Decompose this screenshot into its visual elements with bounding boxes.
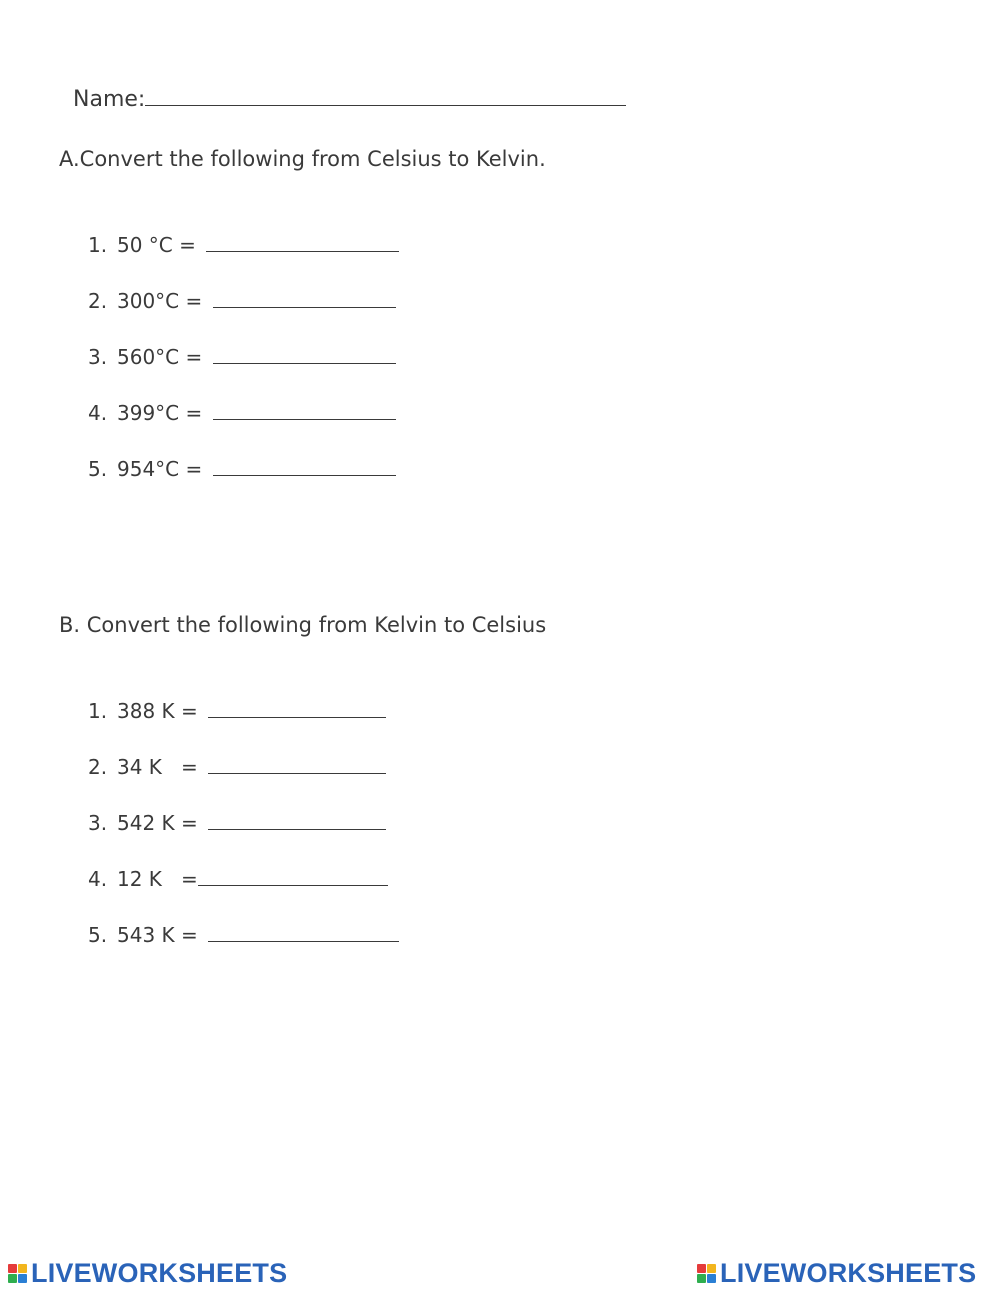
name-field (59, 58, 626, 112)
list-item (88, 457, 396, 481)
list-item (88, 289, 396, 313)
item-number: 2. (88, 289, 108, 313)
item-text: 543 K = (117, 923, 205, 947)
list-item (88, 345, 396, 369)
logo-text: LIVEWORKSHEETS (31, 1258, 288, 1288)
logo-blocks-icon (697, 1264, 716, 1283)
logo-blocks-icon (8, 1264, 27, 1283)
list-item (88, 233, 399, 257)
item-text: 34 K = (117, 755, 205, 779)
answer-blank[interactable] (213, 401, 396, 420)
item-text: 542 K = (117, 811, 205, 835)
name-blank[interactable] (145, 83, 626, 106)
item-number: 2. (88, 755, 108, 779)
item-number: 5. (88, 923, 108, 947)
section-a-heading: A.Convert the following from Celsius to Kelvin. (59, 147, 546, 171)
answer-blank[interactable] (213, 457, 396, 476)
answer-blank[interactable] (213, 289, 396, 308)
item-text: 954°C = (117, 457, 209, 481)
logo-text: LIVEWORKSHEETS (720, 1258, 977, 1288)
item-number: 3. (88, 345, 108, 369)
list-item (88, 867, 388, 891)
list-item (88, 699, 386, 723)
answer-blank[interactable] (208, 755, 386, 774)
list-item (88, 401, 396, 425)
item-number: 1. (88, 233, 108, 257)
liveworksheets-logo-left (8, 1258, 287, 1289)
item-number: 3. (88, 811, 108, 835)
list-item (88, 755, 386, 779)
item-text: 50 °C = (117, 233, 203, 257)
item-text: 388 K = (117, 699, 205, 723)
name-label: Name: (73, 87, 146, 112)
item-text: 560°C = (117, 345, 209, 369)
list-item (88, 811, 386, 835)
list-item (88, 923, 399, 947)
answer-blank[interactable] (208, 811, 386, 830)
item-number: 1. (88, 699, 108, 723)
item-text: 300°C = (117, 289, 209, 313)
answer-blank[interactable] (208, 923, 399, 942)
answer-blank[interactable] (206, 233, 399, 252)
item-number: 5. (88, 457, 108, 481)
item-text: 12 K = (117, 867, 198, 891)
answer-blank[interactable] (208, 699, 386, 718)
answer-blank[interactable] (198, 867, 388, 886)
section-b-heading: B. Convert the following from Kelvin to Celsius (59, 613, 547, 637)
item-number: 4. (88, 867, 108, 891)
item-text: 399°C = (117, 401, 209, 425)
answer-blank[interactable] (213, 345, 396, 364)
item-number: 4. (88, 401, 108, 425)
liveworksheets-logo-right (697, 1258, 976, 1289)
